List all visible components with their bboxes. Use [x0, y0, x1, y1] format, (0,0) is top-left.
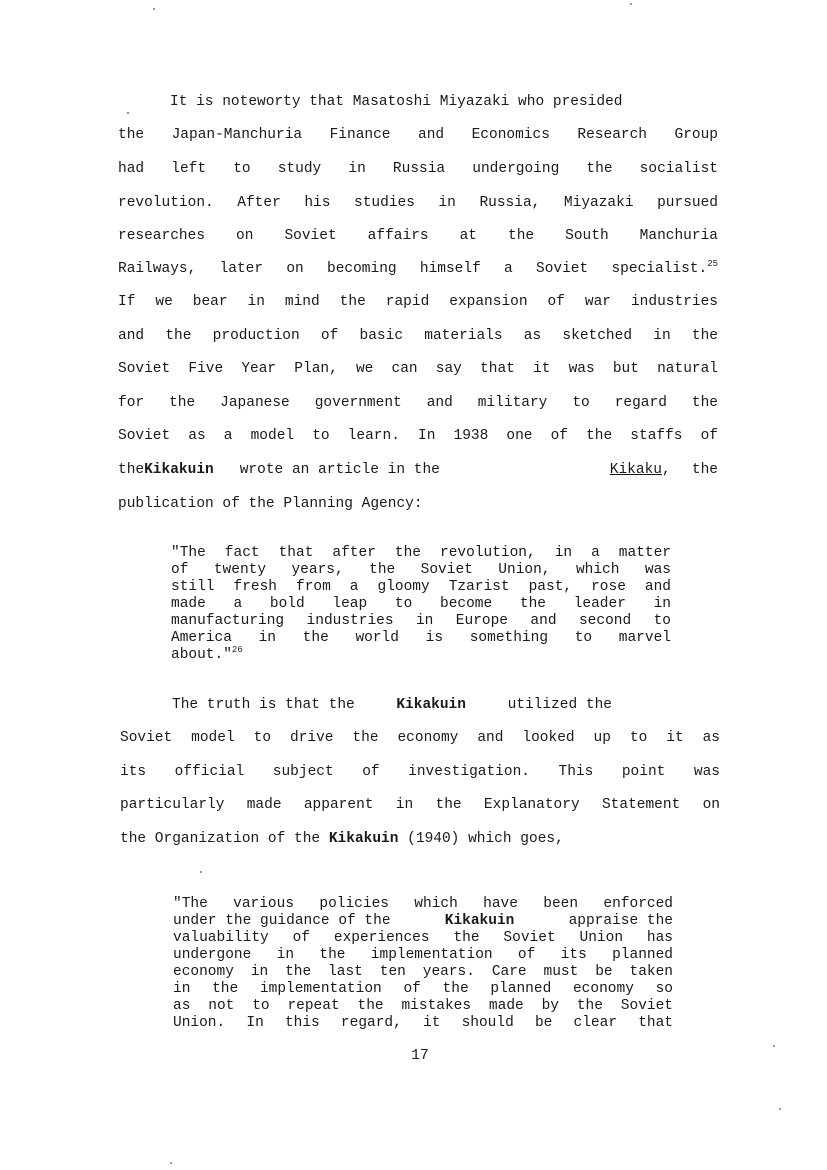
scan-speck [200, 871, 202, 873]
quote-2-line [173, 913, 673, 930]
quote-1-line: "The fact that after the revolution, in a matter [171, 545, 671, 561]
paragraph-1-line: If we bear in mind the rapid expansion of war industries [118, 294, 718, 310]
text-segment: appraise the [568, 913, 673, 929]
scan-speck [779, 1108, 781, 1110]
text-segment: The truth is that the [172, 697, 355, 713]
paragraph-1-line: Soviet as a model to learn. In 1938 one of the staffs of [118, 428, 718, 444]
quote-1-line: manufacturing industries in Europe and second to [171, 613, 671, 629]
paragraph-1-line: Soviet Five Year Plan, we can say that it was but natural [118, 361, 718, 377]
paragraph-1-line: It is noteworty that Masatoshi Miyazaki who presided [170, 94, 623, 110]
paragraph-1-line: publication of the Planning Agency: [118, 496, 423, 512]
paragraph-2-line [172, 688, 612, 722]
scan-speck [170, 1162, 172, 1164]
footnote-ref-25: 25 [707, 259, 718, 269]
scan-speck [153, 8, 155, 10]
quote-1-line [171, 647, 671, 664]
paragraph-2-line [120, 822, 720, 856]
paragraph-2-line: particularly made apparent in the Explanatory Statement on [120, 797, 720, 813]
quote-2-line: undergone in the implementation of its planned [173, 947, 673, 963]
quote-2-line: "The various policies which have been enforced [173, 896, 673, 912]
page-number: 17 [411, 1048, 429, 1064]
quote-2-line: as not to repeat the mistakes made by the Soviet [173, 998, 673, 1014]
quote-1-line: America in the world is something to marvel [171, 630, 671, 646]
quote-1-line: of twenty years, the Soviet Union, which was [171, 562, 671, 578]
paragraph-1-line: the Japan-Manchuria Finance and Economics Research Group [118, 127, 718, 143]
quote-2-line: economy in the last ten years. Care must be taken [173, 964, 673, 980]
quote-2-line: Union. In this regard, it should be clear that [173, 1015, 673, 1031]
text-segment: utilized the [507, 697, 612, 713]
scan-speck [127, 112, 129, 114]
quote-1-line: made a bold leap to become the leader in [171, 596, 671, 612]
text-segment: the Organization of the [120, 831, 321, 847]
term-kikakuin: Kikakuin [144, 462, 214, 478]
paragraph-1-line: revolution. After his studies in Russia, Miyazaki pursued [118, 195, 718, 211]
scan-speck [773, 1045, 775, 1047]
paragraph-2-line: its official subject of investigation. This point was [120, 764, 720, 780]
publication-title-kikaku: Kikaku [609, 462, 662, 478]
paragraph-1-line [118, 252, 718, 286]
text-segment: under the guidance of the [173, 913, 391, 929]
quote-1-line: still fresh from a gloomy Tzarist past, rose and [171, 579, 671, 595]
text-segment-words: wrote an article in the [239, 462, 440, 478]
paragraph-1-line-text: Railways, later on becoming himself a Soviet specialist. [118, 261, 708, 277]
term-kikakuin: Kikakuin [444, 913, 515, 929]
term-kikakuin: Kikakuin [396, 697, 466, 713]
paragraph-1-line: had left to study in Russia undergoing the socialist [118, 161, 718, 177]
text-segment: , the [662, 462, 718, 478]
text-segment: the [118, 462, 145, 478]
footnote-ref-26: 26 [231, 645, 243, 655]
paragraph-1-line: and the production of basic materials as sketched in the [118, 328, 718, 344]
quote-2-line: in the implementation of the planned economy so [173, 981, 673, 997]
scan-speck [630, 3, 632, 5]
quote-2-line: valuability of experiences the Soviet Union has [173, 930, 673, 946]
paragraph-2-line: Soviet model to drive the economy and looked up to it as [120, 730, 720, 746]
text-segment [240, 453, 584, 487]
paragraph-1-line: for the Japanese government and military to regard the [118, 395, 718, 411]
quote-1-line-text: about." [171, 647, 232, 663]
paragraph-1-line [118, 453, 718, 487]
text-segment: (1940) which goes, [407, 831, 564, 847]
paragraph-1-line: researches on Soviet affairs at the South Manchuria [118, 228, 718, 244]
term-kikakuin: Kikakuin [328, 831, 399, 847]
